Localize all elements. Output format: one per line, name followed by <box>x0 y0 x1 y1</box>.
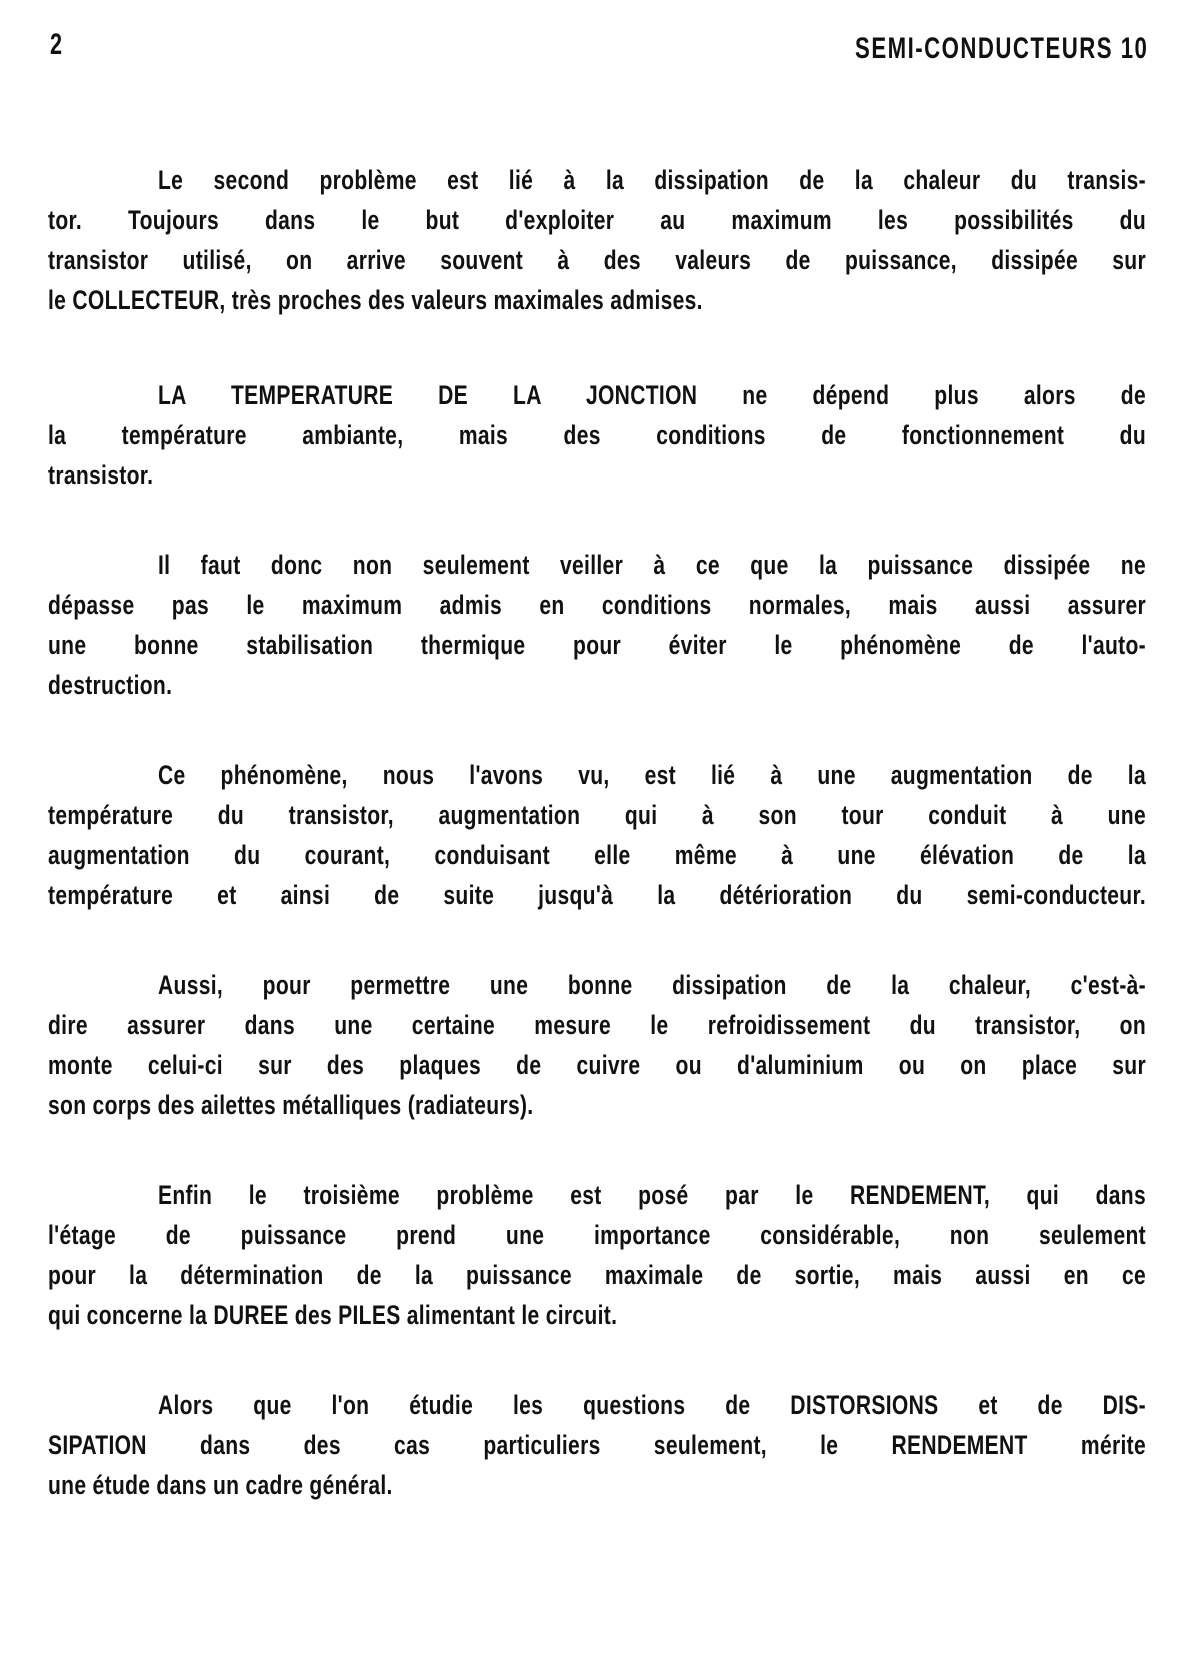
paragraph-line: Aussi, pour permettre une bonne dissipation de la chaleur, c'est-à- <box>158 970 1147 1000</box>
paragraph-line: une bonne stabilisation thermique pour éviter le phénomène de l'auto- <box>48 630 1146 660</box>
paragraph-3 <box>48 545 1146 705</box>
paragraph-line: tor. Toujours dans le but d'exploiter au maximum les possibilités du <box>48 205 1147 235</box>
paragraph-line: transistor utilisé, on arrive souvent à des valeurs de puissance, dissipée sur <box>48 245 1146 275</box>
paragraph-line: augmentation du courant, conduisant elle même à une élévation de la <box>48 840 1146 870</box>
paragraph-line: Le second problème est lié à la dissipation de la chaleur du transis- <box>158 165 1147 195</box>
paragraph-line: monte celui-ci sur des plaques de cuivre ou d'aluminium ou on place sur <box>48 1050 1146 1080</box>
paragraph-line: une étude dans un cadre général. <box>48 1470 393 1500</box>
paragraph-4 <box>48 755 1146 915</box>
paragraph-7 <box>48 1385 1146 1505</box>
page-number: 2 <box>50 28 63 61</box>
paragraph-line: Alors que l'on étudie les questions de DISTORSIONS et de DIS- <box>158 1390 1147 1420</box>
paragraph-line: Il faut donc non seulement veiller à ce que la puissance dissipée ne <box>158 550 1147 580</box>
paragraph-line: pour la détermination de la puissance maximale de sortie, mais aussi en ce <box>48 1260 1147 1290</box>
paragraph-line: température du transistor, augmentation qui à son tour conduit à une <box>48 800 1146 830</box>
paragraph-1 <box>48 160 1146 320</box>
paragraph-line: SIPATION dans des cas particuliers seulement, le RENDEMENT mérite <box>48 1430 1147 1460</box>
paragraph-line: l'étage de puissance prend une importance considérable, non seulement <box>48 1220 1147 1250</box>
paragraph-line: dépasse pas le maximum admis en conditions normales, mais aussi assurer <box>48 590 1147 620</box>
paragraph-line: la température ambiante, mais des conditions de fonctionnement du <box>48 420 1147 450</box>
paragraph-line: son corps des ailettes métalliques (radiateurs). <box>48 1090 534 1120</box>
paragraph-line: dire assurer dans une certaine mesure le refroidissement du transistor, on <box>48 1010 1147 1040</box>
paragraph-5 <box>48 965 1146 1125</box>
paragraph-line: destruction. <box>48 670 173 700</box>
running-title: SEMI-CONDUCTEURS 10 <box>854 32 1148 65</box>
paragraph-line: Ce phénomène, nous l'avons vu, est lié à une augmentation de la <box>158 760 1146 790</box>
paragraph-line: qui concerne la DUREE des PILES alimentant le circuit. <box>48 1300 618 1330</box>
paragraph-line: température et ainsi de suite jusqu'à la détérioration du semi-conducteur. <box>48 880 1146 910</box>
paragraph-line: Enfin le troisième problème est posé par le RENDEMENT, qui dans <box>158 1180 1147 1210</box>
paragraph-2 <box>48 375 1146 495</box>
paragraph-6 <box>48 1175 1146 1335</box>
paragraph-line: transistor. <box>48 460 154 490</box>
paragraph-line: LA TEMPERATURE DE LA JONCTION ne dépend plus alors de <box>158 380 1146 410</box>
paragraph-line: le COLLECTEUR, très proches des valeurs maximales admises. <box>48 285 703 315</box>
